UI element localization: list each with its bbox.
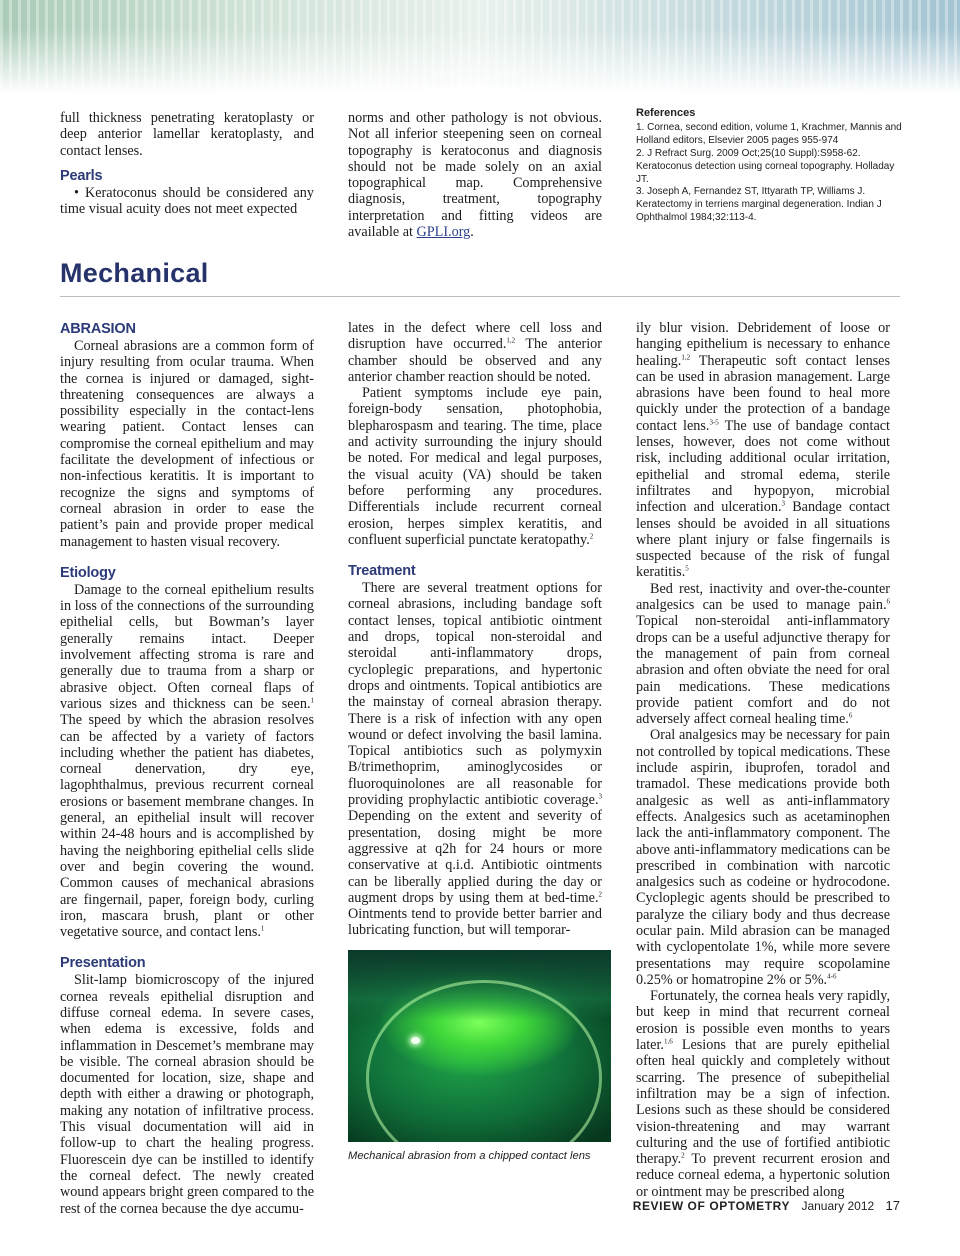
corneal-abrasion-photo <box>348 950 611 1142</box>
top-column-2 <box>348 110 602 240</box>
continued-paragraph: lates in the defect where cell loss and disruption have occurred.$^{1,2}$ The anterior chamber should be observed and any anterior chamber reaction should be noted. <box>348 320 602 385</box>
article-column-3 <box>636 320 890 1200</box>
page-number: 17 <box>885 1198 900 1213</box>
oral-analgesics-paragraph: Oral analgesics may be necessary for pain not controlled by topical medications. These include aspirin, ibuprofen, toradol and tramadol. These medications provide both analgesic as well as anti-inflammatory effects. Analgesics such as acetaminophen lack the anti-inflammatory component. The above anti-inflammatory medications can be prescribed in combination with narcotic analgesics such as codeine or hydrocodone. Cycloplegic agents should be prescribed to paralyze the ciliary body and thus decrease ocular pain. Mild abrasion can be managed with cyclopentolate 1%, while more severe presentations may require scopolamine 0.25% or homatropine 2% or 5%.$^{4-6}$ <box>636 727 890 988</box>
section-title: Mechanical <box>60 258 209 288</box>
etiology-paragraph: Damage to the corneal epithelium results in loss of the connections of the surrounding epithelial cells, but Bowman’s layer generally remains intact. Deeper involvement affecting stroma is rare and generally due to trauma from a sharp or abrasive object. Often corneal flaps of various sizes and thickness can be seen.$^1$ The speed by which the abrasion resolves can be affected by a variety of factors including whether the patient has diabetes, corneal denervation, dry eye, lagophthalmus, previous recurrent corneal erosions or basement membrane changes. In general, an epithelial insult will recover within 24-48 hours and is accomplished by having the neighboring epithelial cells slide over and begin covering the wound. Common causes of mechanical abrasions are fingernail, paper, foreign body, curling iron, mascara brush, plant or other vegetative source, and contact lens.$^1$ <box>60 581 314 941</box>
pearls-heading: Pearls <box>60 167 103 184</box>
article-column-2 <box>348 320 602 939</box>
light-reflection <box>411 1037 420 1044</box>
reference-item: 3. Joseph A, Fernandez ST, Ittyarath TP, Williams J. Keratectomy in terriens marginal degeneration. Indian J Ophthalmol 1984;32:113-4. <box>636 186 882 224</box>
pearls-paragraph: • Keratoconus should be considered any time visual acuity does not meet expected <box>60 184 314 218</box>
healing-paragraph: Fortunately, the cornea heals very rapidly, but keep in mind that recurrent corneal erosion is possible even months to years later.$^{1,6}$ Lesions that are purely epithelial often heal quickly and completely without scarring. The presence of subepithelial infiltration may be a sign of infection. Lesions such as these should be considered vision-threatening and may warrant culturing and the use of fortified antibiotic therapy.$^2$ To prevent recurrent erosion and reduce corneal edema, a hypertonic solution or ointment may be prescribed along <box>636 988 890 1200</box>
intro-paragraph: full thickness penetrating keratoplasty or deep anterior lamellar keratoplasty, and contact lenses. <box>60 110 314 159</box>
header-banner <box>0 0 960 94</box>
issue-date: January 2012 <box>801 1199 875 1213</box>
article-column-1 <box>60 320 314 1217</box>
pain-management-paragraph: Bed rest, inactivity and over-the-counter analgesics can be used to manage pain.$^6$ Topical non-steroidal anti-inflammatory drops can be a useful adjunctive therapy for the management of pain from corneal abrasion and often obviate the need for oral pain medications. These medications provide patient comfort and do not adversely affect corneal healing time.$^6$ <box>636 580 890 728</box>
etiology-heading: Etiology <box>60 564 116 581</box>
top-column-1 <box>60 110 314 217</box>
treatment-paragraph: There are several treatment options for corneal abrasions, including bandage soft contact lenses, topical antibiotic ointment and drops, topical non-steroidal and steroidal anti-inflammatory drops, cycloplegic preparations, and hypertonic drops and ointments. Topical antibiotics are the mainstay of corneal abrasion therapy. There is a risk of infection with any open wound or defect involving the basil lamina. Topical antibiotics such as polymyxin B/trimethoprim, aminoglycosides or fluoroquinolones are all reasonable for providing prophylactic antibiotic coverage.$^3$ Depending on the extent and severity of presentation, dosing might be more aggressive at q2h for 24 hours or more conservative at q.i.d. Antibiotic ointments can be liberally applied during the day or augment drops by using them at bed-time.$^2$ Ointments tend to provide better barrier and lubricating function, but will temporar- <box>348 580 602 939</box>
debridement-paragraph: ily blur vision. Debridement of loose or hanging epithelium is necessary to enhance healing.$^{1,2}$ Therapeutic soft contact lenses can be used in abrasion management. Large abrasions have been found to heal more quickly under the protection of a bandage contact lens.$^{3-5}$ The use of bandage contact lenses, however, does not come without risk, including additional ocular irritation, epithelial and stromal edema, sterile infiltrates and hypopyon, microbial infection and ulceration.$^3$ Bandage contact lenses should be avoided in all situations where plant injury or false fingernails is suspected because of the risk of fungal keratitis.$^5$ <box>636 320 890 581</box>
treatment-heading: Treatment <box>348 563 416 580</box>
photo-caption: Mechanical abrasion from a chipped contact lens <box>348 1150 591 1162</box>
abrasion-paragraph: Corneal abrasions are a common form of injury resulting from ocular trauma. When the cornea is injured or damaged, sight-threatening consequences are always a possibility especially in the contact-lens wearing patient. Contact lenses can compromise the corneal epithelium and may facilitate the development of infectious or non-infectious keratitis. It is important to recognize the signs and symptoms of corneal abrasion in order to ease the patient’s pain and provide proper medical management to hasten visual recovery. <box>60 338 314 550</box>
reference-item: 1. Cornea, second edition, volume 1, Krachmer, Mannis and Holland editors, Elsevier 2005 pages 955-974 <box>636 121 902 146</box>
reference-item: 2. J Refract Surg. 2009 Oct;25(10 Suppl):S958-62. Keratoconus detection using corneal topography. Holladay JT. <box>636 147 895 185</box>
references-title: References <box>636 107 696 119</box>
presentation-heading: Presentation <box>60 955 146 972</box>
topography-paragraph: norms and other pathology is not obvious. Not all inferior steepening seen on corneal topography is keratoconus and diagnosis should not be made solely on an axial topographical map. Comprehensive diagnosis, treatment, topography interpretation and fitting videos are available at GPLI.org. <box>348 110 602 241</box>
gpli-link[interactable]: GPLI.org <box>416 224 471 241</box>
presentation-paragraph: Slit-lamp biomicroscopy of the injured cornea reveals epithelial disruption and diffuse corneal edema. In severe cases, when edema is excessive, folds and inflammation in Descemet’s membrane may be visible. The corneal abrasion should be documented for location, size, shape and depth with either a drawing or photograph, making any notation of infiltrative process. This visual documentation will aid in follow-up to chart the healing progress. Fluorescein dye can be instilled to identify the corneal defect. The newly created wound appears bright green compared to the rest of the cornea because the dye accumu- <box>60 972 314 1217</box>
section-divider <box>60 296 900 297</box>
symptoms-paragraph: Patient symptoms include eye pain, foreign-body sensation, photophobia, blepharospasm and tearing. The time, place and activity surrounding the injury should be noted. For medical and legal purposes, the visual acuity (VA) should be taken before performing any procedures. Differentials include recurrent corneal erosion, herpes simplex keratitis, and confluent superficial punctate keratopathy.$^2$ <box>348 385 602 548</box>
page-footer <box>628 1198 900 1213</box>
magazine-name: REVIEW OF OPTOMETRY <box>632 1199 791 1213</box>
abrasion-heading: ABRASION <box>60 321 136 337</box>
references-box <box>636 107 906 225</box>
